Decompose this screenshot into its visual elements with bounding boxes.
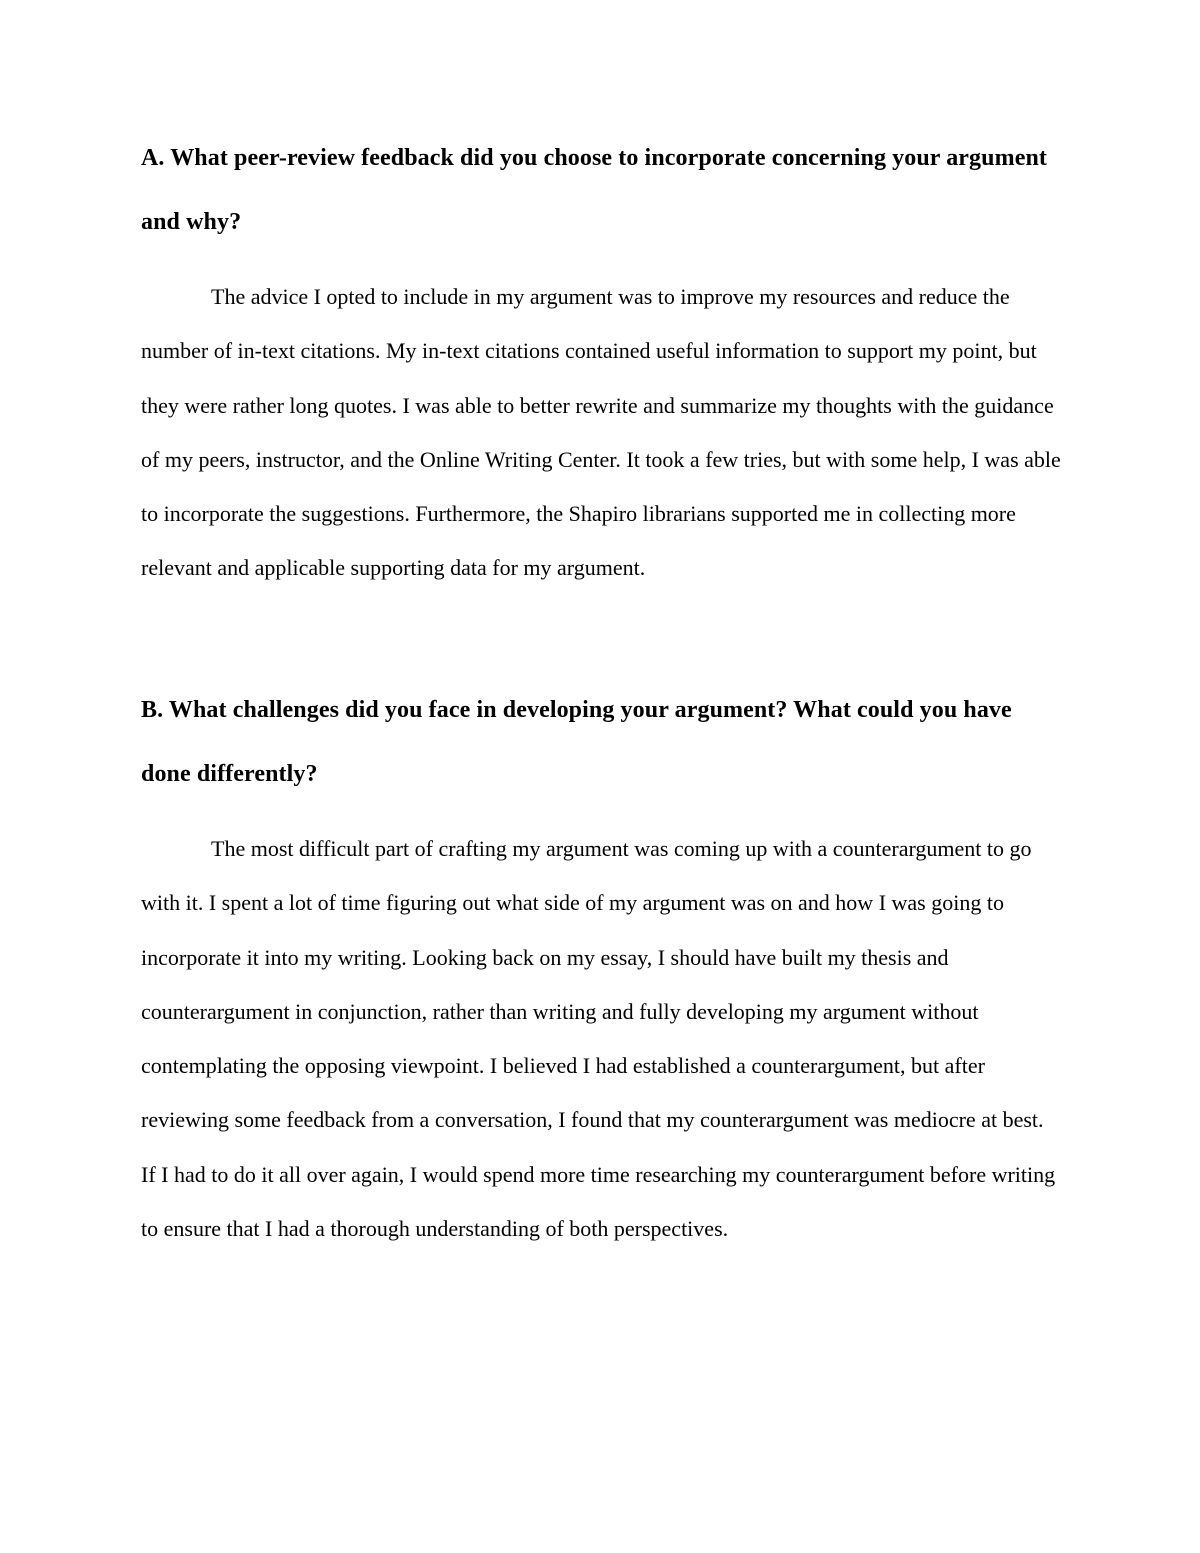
question-b-heading: B. What challenges did you face in developing your argument? What could you have done differently? xyxy=(141,697,1012,787)
answer-a-paragraph: The advice I opted to include in my argument was to improve my resources and reduce the number of in-text citations. My in-text citations contained useful information to support my point, but they were rather long quotes. I was able to better rewrite and summarize my thoughts with the guidance of my peers, instructor, and the Online Writing Center. It took a few tries, but with some help, I was able to incorporate the suggestions. Furthermore, the Shapiro librarians supported me in collecting more relevant and applicable supporting data for my argument. xyxy=(141,284,1061,581)
question-a-heading: A. What peer-review feedback did you choose to incorporate concerning your argument and why? xyxy=(141,145,1047,235)
answer-b-paragraph: The most difficult part of crafting my argument was coming up with a counterargument to go with it. I spent a lot of time figuring out what side of my argument was on and how I was going to incorporate it into my writing. Looking back on my essay, I should have built my thesis and counterargument in conjunction, rather than writing and fully developing my argument without contemplating the opposing viewpoint. I believed I had established a counterargument, but after reviewing some feedback from a conversation, I found that my counterargument was mediocre at best. If I had to do it all over again, I would spend more time researching my counterargument before writing to ensure that I had a thorough understanding of both perspectives. xyxy=(141,836,1056,1242)
